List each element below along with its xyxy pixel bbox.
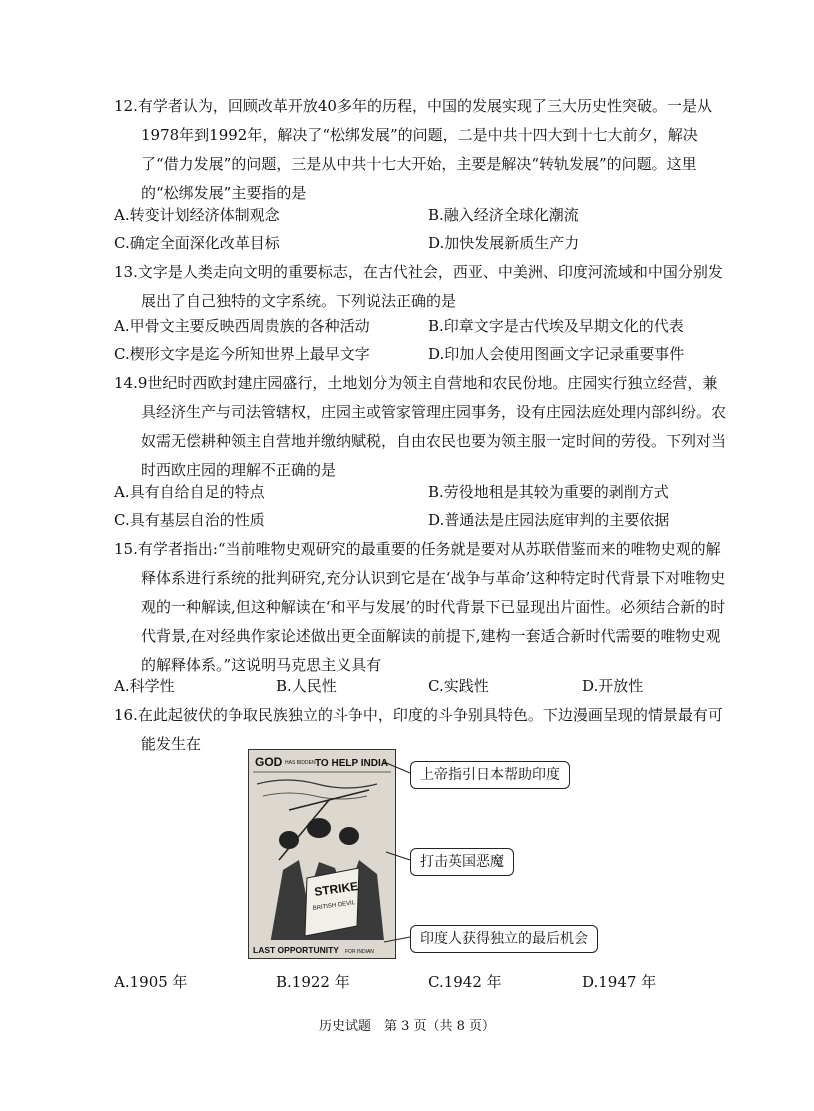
q12-option-d[interactable]: D.加快发展新质生产力: [428, 234, 580, 252]
q12-option-b[interactable]: B.融入经济全球化潮流: [428, 206, 579, 224]
q16-option-a[interactable]: A.1905 年: [114, 973, 188, 991]
poster-middle-small: BRITISH DEVIL: [312, 900, 356, 912]
q14-option-a[interactable]: A.具有自给自足的特点: [114, 483, 265, 501]
callout-last-opportunity: 印度人获得独立的最后机会: [410, 925, 598, 953]
poster-top-small: HAS BIDDEN: [285, 760, 316, 766]
poster-middle-text: STRIKE: [313, 878, 360, 899]
q13-option-a[interactable]: A.甲骨文主要反映西周贵族的各种活动: [114, 317, 370, 335]
q13-option-b[interactable]: B.印章文字是古代埃及早期文化的代表: [428, 317, 684, 335]
question-16-stem: 16.在此起彼伏的争取民族独立的斗争中，印度的斗争别具特色。下边漫画呈现的情景最有可能发生在: [114, 706, 723, 753]
question-12-stem: 12.有学者认为，回顾改革开放40多年的历程，中国的发展实现了三大历史性突破。一是从1978年到1992年，解决了“松绑发展”的问题，二是中共十四大到十七大前夕，解决了“借力发展”的问题，三是从中共十七大开始，主要是解决“转轨发展”的问题。这里的“松绑发展”主要指的是: [114, 97, 712, 202]
poster-bottom-small: FOR INDIAN: [345, 949, 374, 955]
q14-option-c[interactable]: C.具有基层自治的性质: [114, 511, 265, 529]
q16-option-c[interactable]: C.1942 年: [428, 973, 502, 991]
question-14-stem: 14.9世纪时西欧封建庄园盛行，土地划分为领主自营地和农民份地。庄园实行独立经营，兼具经济生产与司法管辖权，庄园主或管家管理庄园事务，设有庄园法庭处理内部纠纷。农奴需无偿耕种领主自营地并缴纳赋税，自由农民也要为领主服一定时间的劳役。下列对当时西欧庄园的理解不正确的是: [114, 374, 727, 479]
question-16-options: [114, 972, 734, 994]
page-footer: 历史试题 第 3 页（共 8 页）: [318, 1019, 496, 1034]
q13-option-c[interactable]: C.楔形文字是迄今所知世界上最早文字: [114, 345, 370, 363]
q15-option-b[interactable]: B.人民性: [276, 677, 337, 695]
q12-option-a[interactable]: A.转变计划经济体制观念: [114, 206, 280, 224]
callout-strike-british-devil: 打击英国恶魔: [410, 848, 514, 876]
q16-option-b[interactable]: B.1922 年: [276, 973, 350, 991]
callout-god-guides-japan: 上帝指引日本帮助印度: [410, 761, 570, 789]
q14-option-b[interactable]: B.劳役地租是其较为重要的剥削方式: [428, 483, 669, 501]
poster-top-right: TO HELP INDIA: [315, 758, 388, 769]
q12-option-c[interactable]: C.确定全面深化改革目标: [114, 234, 280, 252]
q14-option-d[interactable]: D.普通法是庄园法庭审判的主要依据: [428, 511, 670, 529]
q16-option-d[interactable]: D.1947 年: [582, 973, 657, 991]
poster-top-text: GOD: [255, 755, 283, 769]
q15-option-c[interactable]: C.实践性: [428, 677, 489, 695]
q13-option-d[interactable]: D.印加人会使用图画文字记录重要事件: [428, 345, 685, 363]
question-15-stem: 15.有学者指出:“当前唯物史观研究的最重要的任务就是要对从苏联借鉴而来的唯物史观的解释体系进行系统的批判研究,充分认识到它是在‘战争与革命’这种特定时代背景下对唯物史观的一种解读,但这种解读在‘和平与发展’的时代背景下已显现出片面性。必须结合新的时代背景,在对经典作家论述做出更全面解读的前提下,建构一套适合新时代需要的唯物史观的解释体系。”这说明马克思主义具有: [114, 540, 726, 674]
q15-option-a[interactable]: A.科学性: [114, 677, 175, 695]
q15-option-d[interactable]: D.开放性: [582, 677, 644, 695]
question-13-stem: 13.文字是人类走向文明的重要标志，在古代社会，西亚、中美洲、印度河流域和中国分别发展出了自己独特的文字系统。下列说法正确的是: [114, 263, 723, 310]
poster-bottom-text: LAST OPPORTUNITY: [253, 945, 339, 955]
